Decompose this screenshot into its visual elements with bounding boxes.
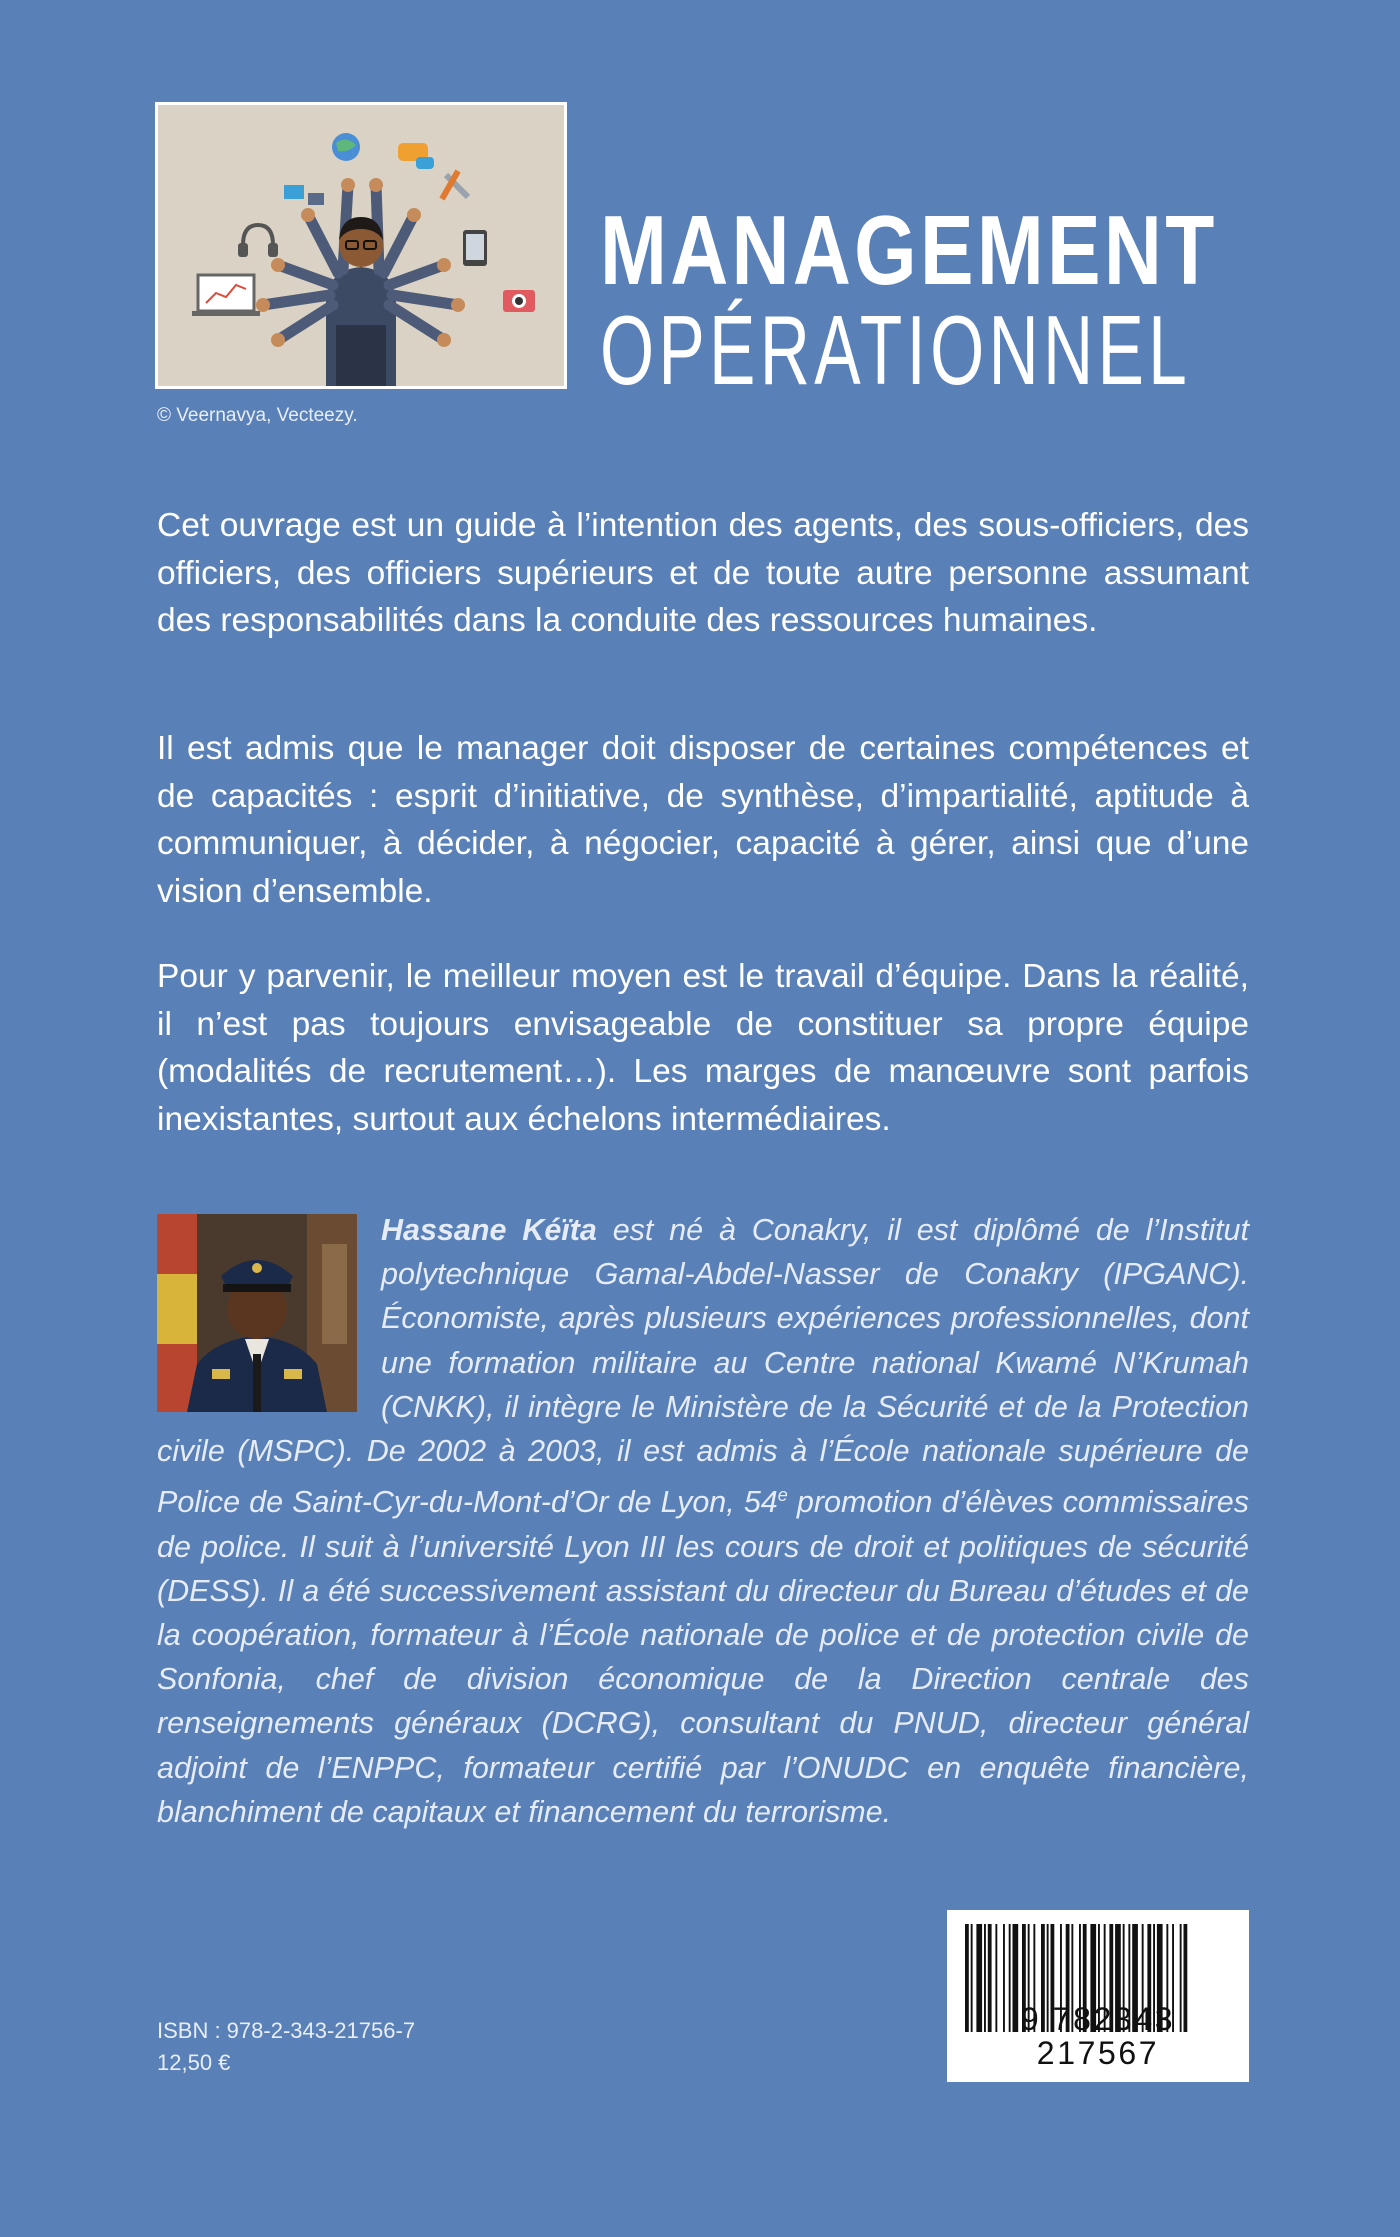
- image-credit: © Veernavya, Vecteezy.: [157, 405, 358, 426]
- author-name: Hassane Kéïta: [381, 1213, 597, 1247]
- book-title: [600, 195, 1240, 405]
- summary-paragraph-3: Pour y parvenir, le meilleur moyen est le travail d’équipe. Dans la réalité, il n’est pas toujours envisageable de constituer sa propre équipe (modalités de recrutement…). Les marges de manœuvre sont parfois inexistantes, surtout aux échelons intermédiaires.: [157, 958, 1249, 1138]
- barcode-digits: 9 782343 217567: [1020, 2001, 1176, 2071]
- isbn-number: ISBN : 978-2-343-21756-7: [157, 2018, 416, 2043]
- author-bio-text-2: promotion d’élèves commissaires de police. Il suit à l’université Lyon III les cours de droit et politiques de sécurité (DESS). Il a été successivement assistant du directeur du Bureau d’études et de la coopération, formateur à l’École nationale de police et de protection civile de Sonfonia, chef de division économique de la Direction centrale des renseignements généraux (DCRG), consultant du PNUD, directeur général adjoint de l’ENPPC, formateur certifié par l’ONUDC en enquête financière, blanchiment de capitaux et financement du terrorisme.: [157, 1485, 1250, 1829]
- title-line-1: MANAGEMENT: [600, 195, 1218, 305]
- cover-illustration: [155, 102, 567, 389]
- isbn-block: [157, 2015, 415, 2079]
- price: 12,50 €: [157, 2050, 231, 2075]
- barcode: [947, 1910, 1249, 2082]
- author-bio-superscript: e: [777, 1485, 788, 1506]
- manager-multitasking-illustration: [158, 105, 564, 386]
- title-line-2: OPÉRATIONNEL: [600, 295, 1192, 405]
- author-bio-text-1: est né à Conakry, il est diplômé de l’Institut polytechnique Gamal-Abdel-Nasser de Conakry (IPGANC). Économiste, après plusieurs expériences professionnelles, dont une formation militaire au Centre national Kwamé N’Krumah (CNKK), il intègre le Ministère de la Sécurité et de la Protection civile (MSPC). De 2002 à 2003, il est admis à l’École nationale supérieure de Police de Saint-Cyr-du-Mont-d’Or de Lyon, 54: [157, 1213, 1249, 1520]
- summary-paragraph-2: Il est admis que le manager doit disposer de certaines compétences et de capacités : esprit d’initiative, de synthèse, d’impartialité, aptitude à communiquer, à décider, à négocier, capacité à gérer, ainsi que d’une vision d’ensemble.: [157, 730, 1249, 910]
- summary-paragraph-1: Cet ouvrage est un guide à l’intention des agents, des sous-officiers, des officiers, des officiers supérieurs et de toute autre personne assumant des responsabilités dans la conduite des ressources humaines.: [157, 507, 1249, 639]
- author-biography: [157, 1208, 1249, 1834]
